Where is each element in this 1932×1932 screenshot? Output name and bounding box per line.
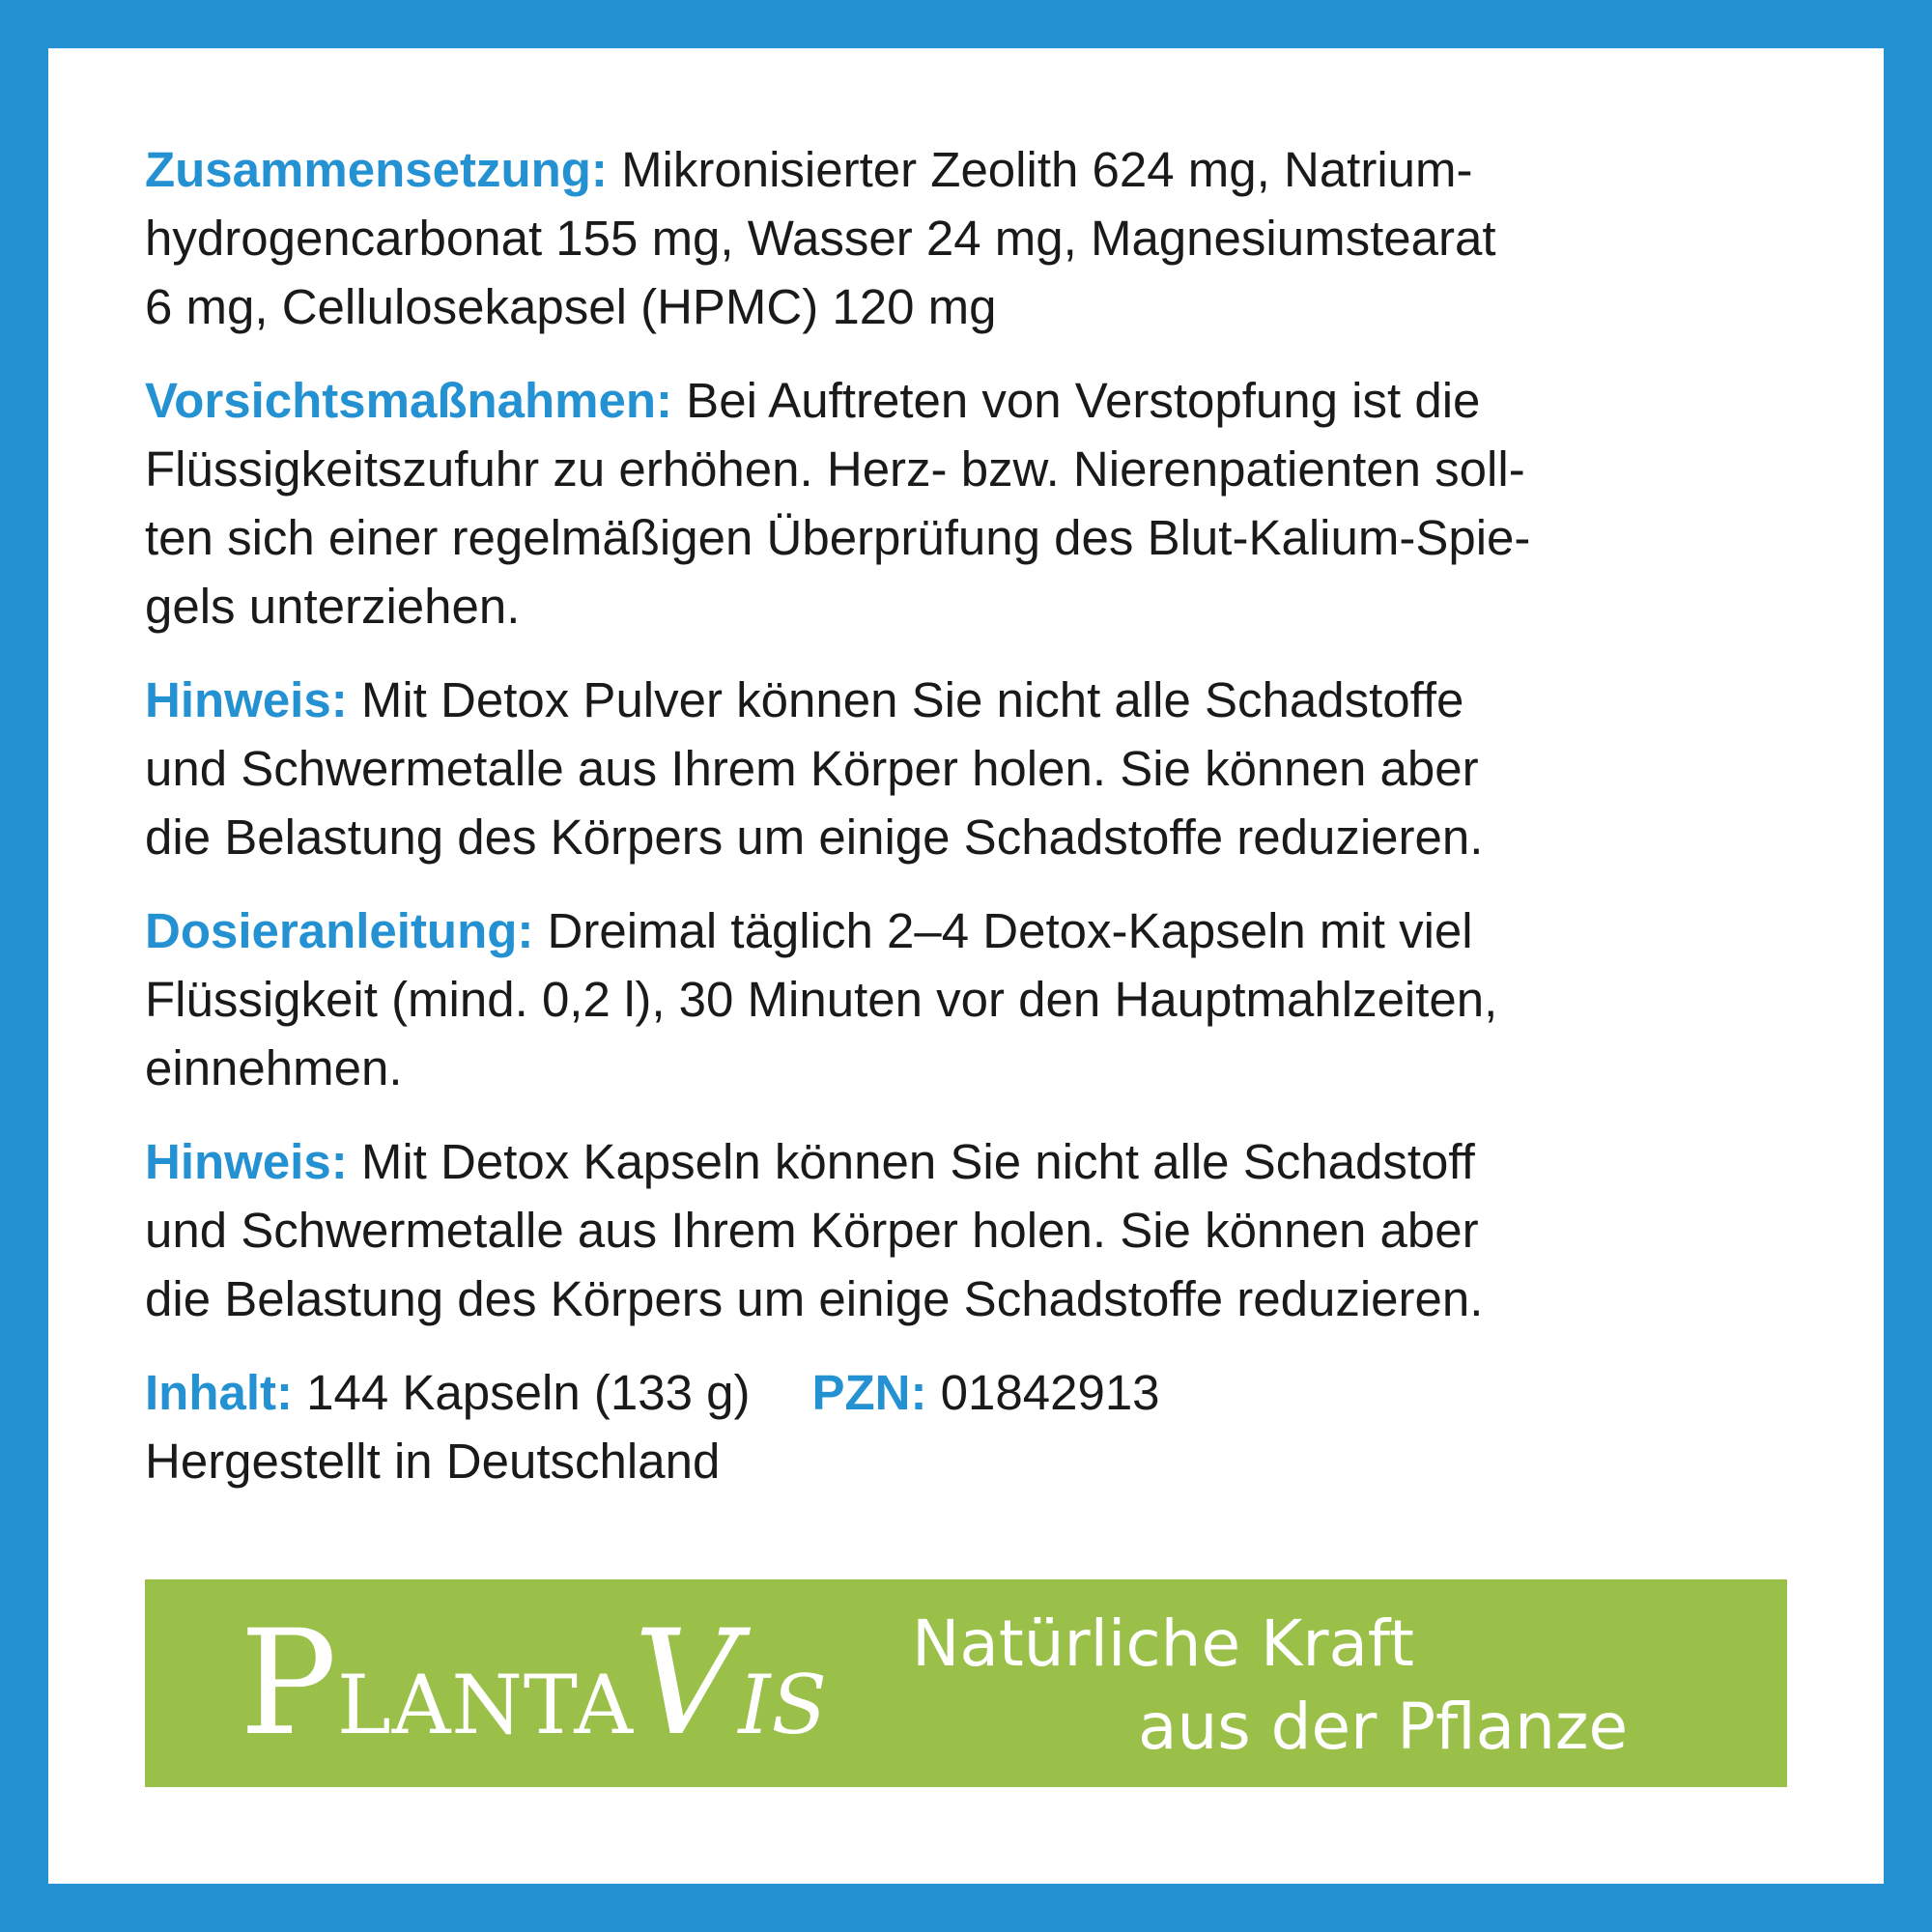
label-text-content: [145, 135, 1845, 1495]
section-line: und Schwermetalle aus Ihrem Körper holen. Sie können aber: [145, 1203, 1479, 1258]
brand-banner: [145, 1579, 1787, 1787]
inhalt-value: 144 Kapseln (133 g): [292, 1365, 751, 1420]
slogan-line-1: Natürliche Kraft: [912, 1606, 1414, 1681]
section-label: Vorsichtsmaßnahmen:: [145, 373, 673, 428]
section-line: [145, 135, 1845, 204]
section-dosieranleitung: [145, 896, 1845, 1102]
section-line: hydrogencarbonat 155 mg, Wasser 24 mg, Magnesiumstearat: [145, 211, 1496, 266]
plantavis-logo: [240, 1597, 828, 1771]
section-line: 6 mg, Cellulosekapsel (HPMC) 120 mg: [145, 279, 997, 334]
inhalt-label: Inhalt:: [145, 1365, 293, 1420]
section-line: gels unterziehen.: [145, 579, 521, 634]
pzn-value: 01842913: [926, 1365, 1160, 1420]
info-row: [145, 1358, 1845, 1427]
section-hinweis-pulver: [145, 666, 1845, 871]
section-text: Bei Auftreten von Verstopfung ist die: [672, 373, 1481, 428]
section-label: Hinweis:: [145, 672, 348, 727]
section-line: Flüssigkeitszufuhr zu erhöhen. Herz- bzw. Nierenpatienten soll-: [145, 441, 1525, 497]
section-line: [145, 1127, 1845, 1196]
section-line: und Schwermetalle aus Ihrem Körper holen. Sie können aber: [145, 741, 1479, 796]
section-line: ten sich einer regelmäßigen Überprüfung des Blut-Kalium-Spie-: [145, 510, 1531, 565]
section-label: Zusammensetzung:: [145, 142, 608, 197]
section-line: die Belastung des Körpers um einige Schadstoffe reduzieren.: [145, 1271, 1484, 1326]
section-zusammensetzung: [145, 135, 1845, 341]
section-line: die Belastung des Körpers um einige Schadstoffe reduzieren.: [145, 810, 1484, 865]
section-line: einnehmen.: [145, 1040, 403, 1095]
section-label: Dosieranleitung:: [145, 903, 534, 958]
section-text: Mikronisierter Zeolith 624 mg, Natrium-: [607, 142, 1473, 197]
section-vorsichtsmassnahmen: [145, 366, 1845, 640]
logo-letters-is: IS: [738, 1658, 829, 1752]
section-line: [145, 896, 1845, 965]
section-text: Mit Detox Pulver können Sie nicht alle Schadstoffe: [347, 672, 1464, 727]
section-line: [145, 366, 1845, 435]
logo-letter-v: V: [633, 1600, 739, 1768]
section-line: Flüssigkeit (mind. 0,2 l), 30 Minuten vor den Hauptmahlzeiten,: [145, 972, 1498, 1027]
pzn-label: PZN:: [811, 1365, 927, 1420]
logo-letters-lanta: LANTA: [336, 1658, 634, 1752]
section-label: Hinweis:: [145, 1134, 348, 1189]
made-in-text: Hergestellt in Deutschland: [145, 1434, 721, 1489]
section-text: Mit Detox Kapseln können Sie nicht alle Schadstoff: [347, 1134, 1475, 1189]
section-hinweis-kapseln: [145, 1127, 1845, 1333]
section-line: [145, 666, 1845, 734]
slogan-line-2: aus der Pflanze: [1138, 1690, 1629, 1764]
section-text: Dreimal täglich 2–4 Detox-Kapseln mit viel: [533, 903, 1473, 958]
logo-letter-p: P: [240, 1600, 337, 1768]
